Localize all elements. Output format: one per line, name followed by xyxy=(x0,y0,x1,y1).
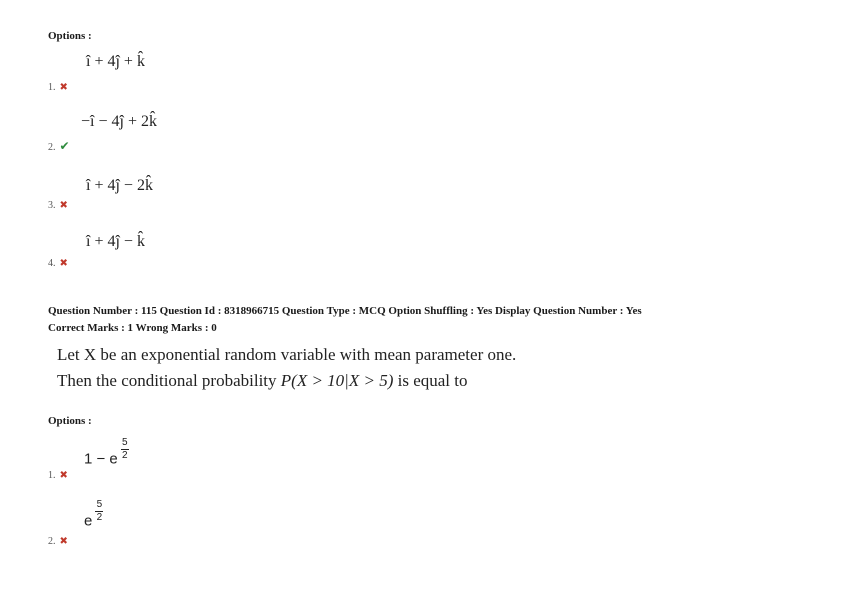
cross-icon: ✖ xyxy=(59,536,68,547)
question-probability-expression: P(X > 10|X > 5) xyxy=(280,371,394,390)
cross-icon: ✖ xyxy=(59,200,68,211)
option-3-number: 3. xyxy=(48,200,56,211)
option-2-number: 2. xyxy=(48,142,56,153)
question-meta-line-2: Correct Marks : 1 Wrong Marks : 0 xyxy=(48,322,217,334)
answer-option-1-base: 1 − e xyxy=(84,450,118,468)
option-1-marker xyxy=(48,77,68,95)
answer-option-2-expression xyxy=(84,500,103,530)
answer-option-2-exponent xyxy=(95,500,103,523)
answer-option-1-exp-den: 2 xyxy=(122,450,128,461)
option-1-expression: î + 4ĵ + k̂ xyxy=(86,53,145,70)
cross-icon: ✖ xyxy=(59,82,68,93)
option-4-marker xyxy=(48,253,68,271)
option-2-marker xyxy=(48,137,70,155)
option-3-expression: î + 4ĵ − 2k̂ xyxy=(86,177,153,194)
answer-option-1-exponent xyxy=(121,438,129,461)
option-4-expression: î + 4ĵ − k̂ xyxy=(86,233,145,250)
check-icon: ✔ xyxy=(59,139,70,153)
answer-option-2-base: e xyxy=(84,512,93,530)
option-1-number: 1. xyxy=(48,82,56,93)
option-4-number: 4. xyxy=(48,258,56,269)
options-label: Options : xyxy=(48,30,92,42)
question-text-line-1: Let X be an exponential random variable with mean parameter one. xyxy=(57,345,517,364)
question-text-suffix: is equal to xyxy=(393,371,468,390)
answer-option-2-exp-den: 2 xyxy=(96,512,103,523)
answer-option-2-number: 2. xyxy=(48,536,56,547)
answer-option-1-expression xyxy=(84,438,129,468)
question-options-label: Options : xyxy=(48,415,92,427)
answer-option-2-exp-num: 5 xyxy=(96,499,103,510)
option-3-marker xyxy=(48,195,68,213)
answer-option-2-marker xyxy=(48,531,68,549)
option-2-expression: −î − 4ĵ + 2k̂ xyxy=(81,113,157,130)
answer-option-1-exp-num: 5 xyxy=(122,437,128,448)
answer-option-1-number: 1. xyxy=(48,470,56,481)
answer-option-1-marker xyxy=(48,465,68,483)
question-text-line-2 xyxy=(57,371,468,391)
question-meta-line-1: Question Number : 115 Question Id : 8318966715 Question Type : MCQ Option Shuffling : Yes Display Question Number : Yes xyxy=(48,305,642,317)
cross-icon: ✖ xyxy=(59,258,68,269)
question-text-prefix: Then the conditional probability xyxy=(57,371,281,390)
cross-icon: ✖ xyxy=(59,470,68,481)
